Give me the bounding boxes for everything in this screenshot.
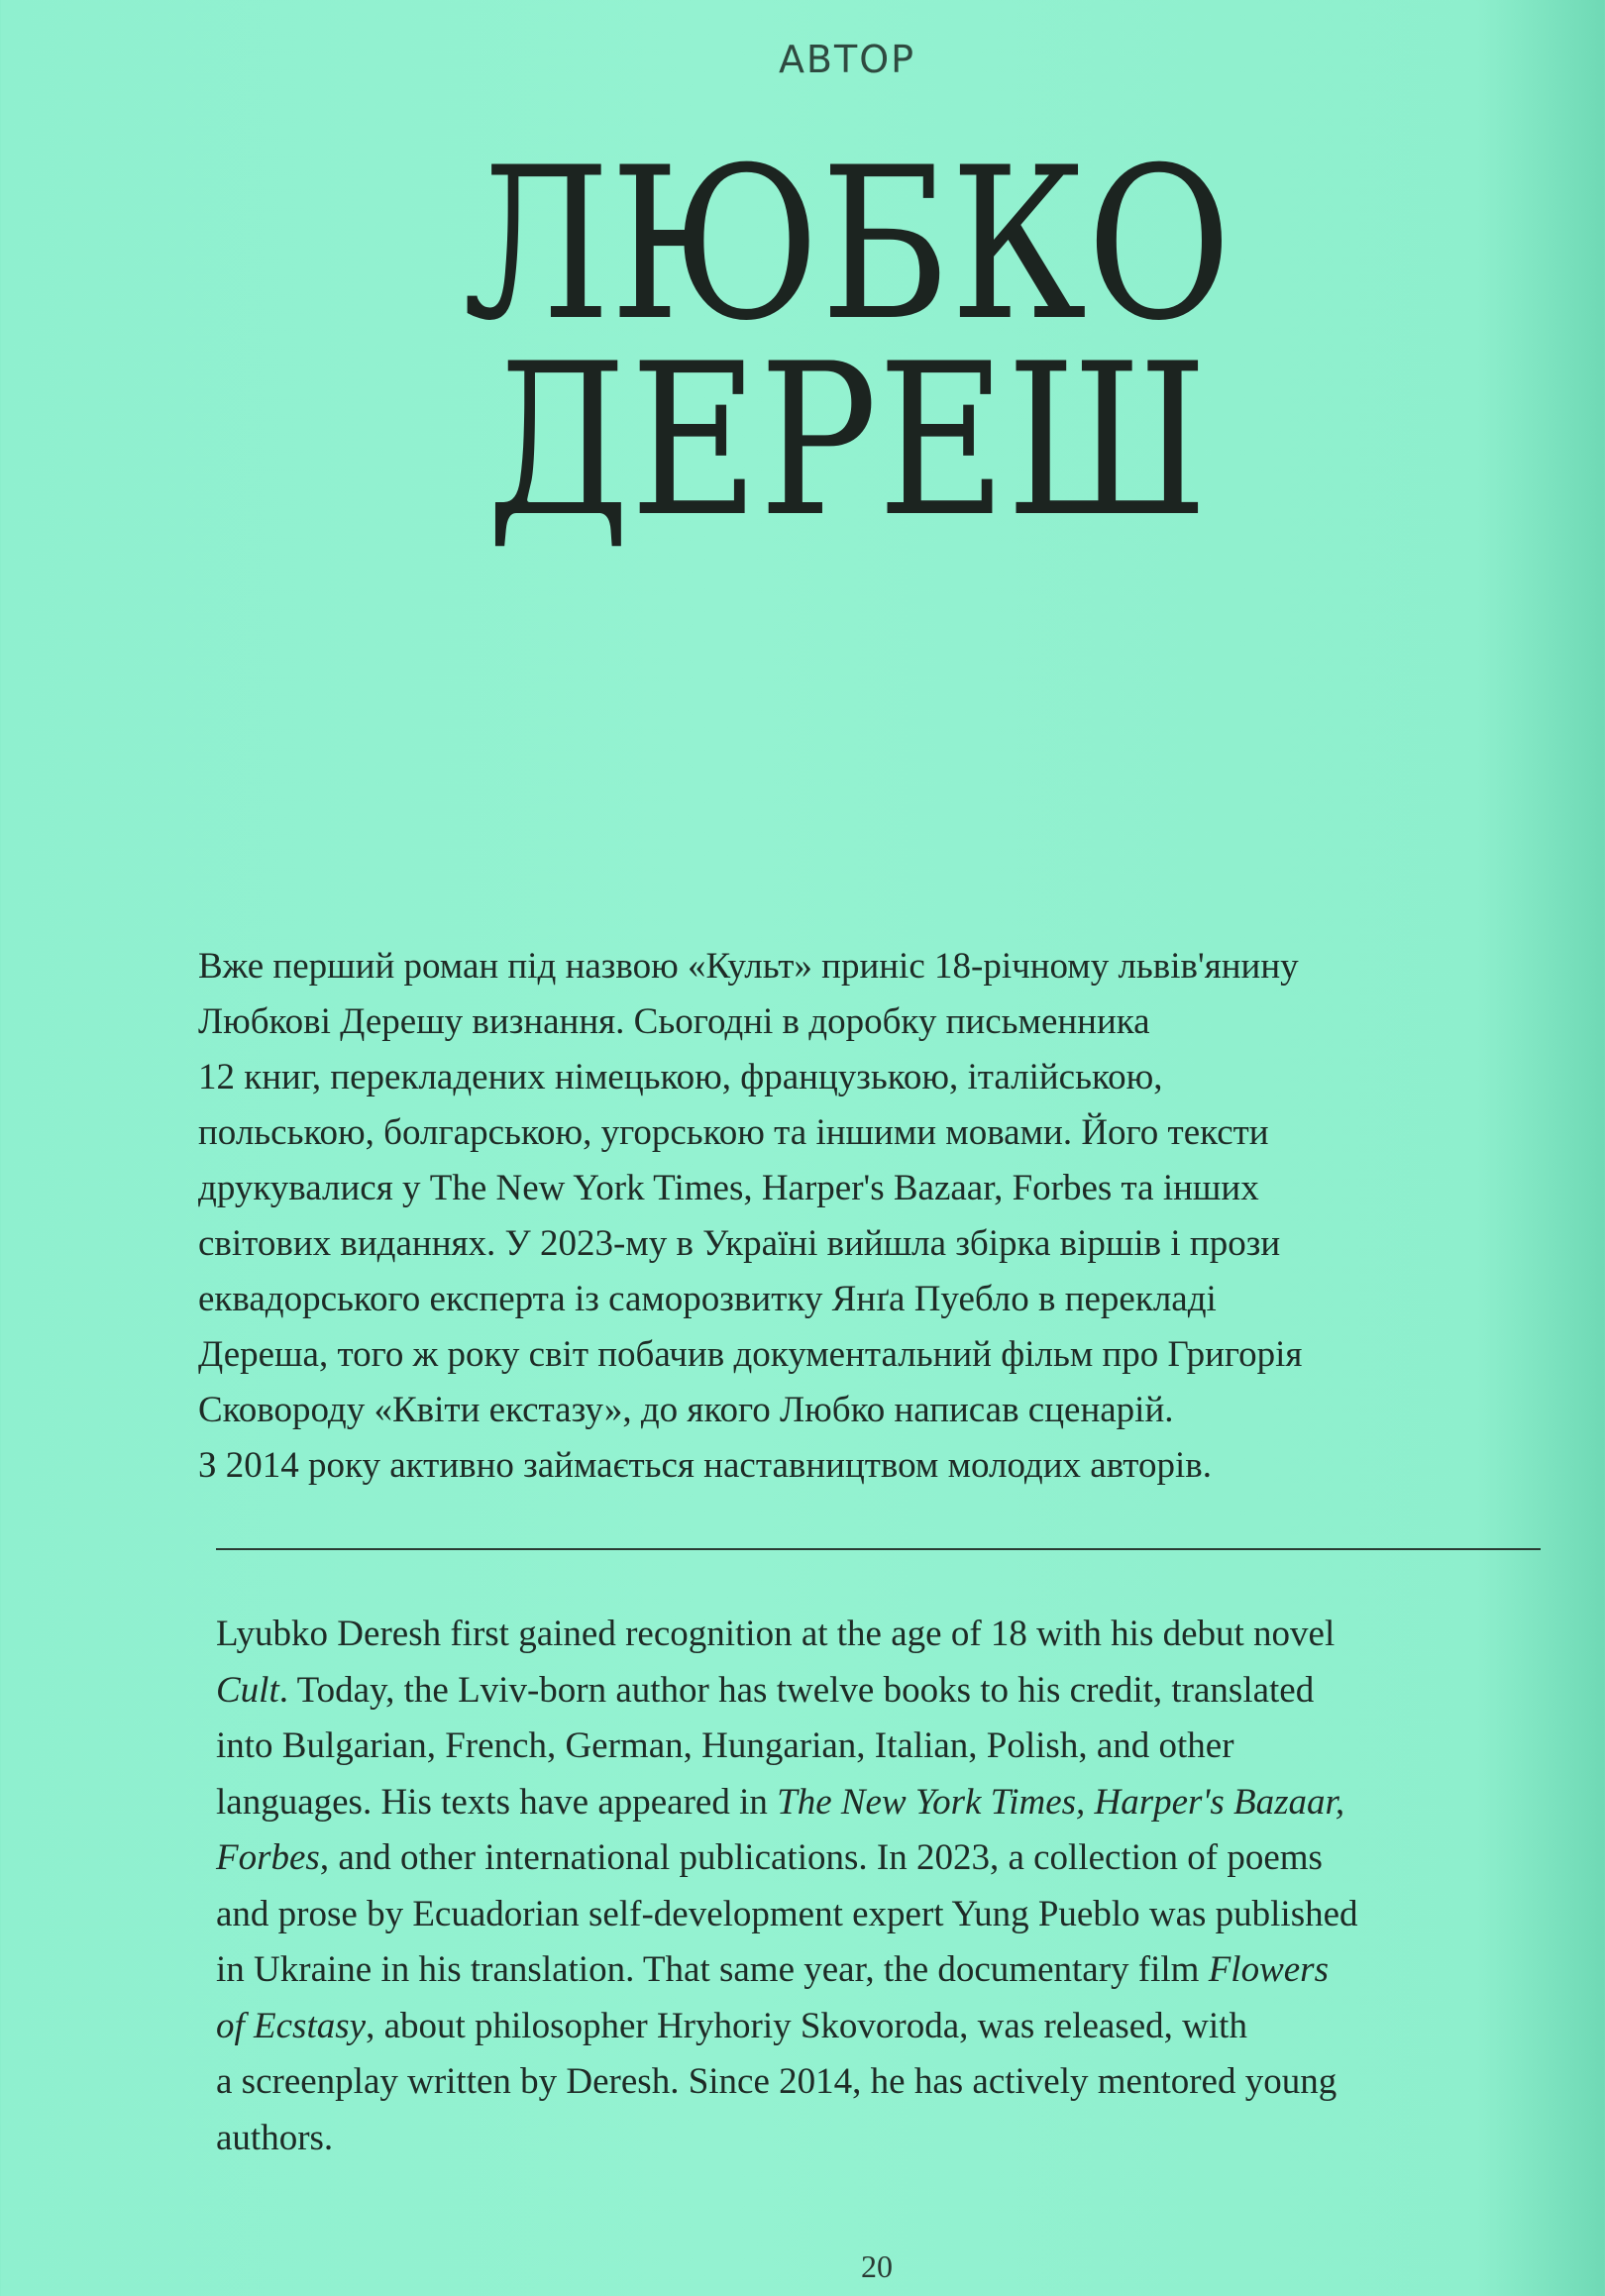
film-title-end: of Ecstasy bbox=[216, 2005, 367, 2046]
bio-en-text: into Bulgarian, French, German, Hungarian, Italian, Polish, and other bbox=[216, 1725, 1234, 1766]
author-name-title bbox=[136, 122, 1558, 563]
film-title-start: Flowers bbox=[1208, 1949, 1329, 1990]
bio-ua-line: Дереша, того ж року світ побачив документальний фільм про Григорія bbox=[198, 1334, 1303, 1375]
bio-en-line bbox=[216, 1887, 1553, 1943]
bio-en-text: and prose by Ecuadorian self-development expert Yung Pueblo was published bbox=[216, 1893, 1358, 1934]
bio-ua-line: Сковороду «Квіти екстазу», до якого Любко написав сценарій. bbox=[198, 1390, 1174, 1430]
bio-en-text: in Ukraine in his translation. That same year, the documentary film bbox=[216, 1949, 1209, 1990]
bio-ua-line: друкувалися у The New York Times, Harper's Bazaar, Forbes та інших bbox=[198, 1168, 1259, 1208]
bio-en-line bbox=[216, 1719, 1553, 1775]
bio-en-text: authors. bbox=[216, 2117, 334, 2158]
bio-en-text: Lyubko Deresh first gained recognition at the age of 18 with his debut novel bbox=[216, 1614, 1336, 1654]
bio-en-line bbox=[216, 1663, 1553, 1720]
bio-en-line bbox=[216, 1607, 1553, 1663]
section-label: АВТОР bbox=[778, 38, 916, 81]
bio-en-text: . Today, the Lviv-born author has twelve books to his credit, translated bbox=[278, 1669, 1315, 1711]
publication-forbes: Forbes bbox=[216, 1837, 320, 1878]
bio-en-line bbox=[216, 2054, 1553, 2111]
publication-names: The New York Times, Harper's Bazaar, bbox=[777, 1781, 1345, 1823]
bio-en-text: , and other international publications. In 2023, a collection of poems bbox=[319, 1837, 1323, 1878]
bio-en-line bbox=[216, 1830, 1553, 1887]
bio-en-text: a screenplay written by Deresh. Since 2014, he has actively mentored young bbox=[216, 2061, 1338, 2102]
page-number: 20 bbox=[861, 2248, 893, 2284]
bio-ua-line: 12 книг, перекладених німецькою, французькою, італійською, bbox=[198, 1057, 1163, 1097]
bio-en-line bbox=[216, 1942, 1553, 1999]
bio-english bbox=[216, 1607, 1553, 2166]
bio-ua-line: світових виданнях. У 2023-му в Україні вийшла збірка віршів і прози bbox=[198, 1223, 1281, 1264]
bio-ua-line: З 2014 року активно займається наставництвом молодих авторів. bbox=[198, 1445, 1212, 1486]
title-last-name: ДЕРЕШ bbox=[486, 318, 1208, 563]
title-first-name: ЛЮБКО bbox=[463, 122, 1231, 366]
bio-ua-line: Вже перший роман під назвою «Культ» приніс 18-річному львів'янину bbox=[198, 946, 1299, 987]
bio-en-line bbox=[216, 2111, 1553, 2167]
bio-ua-line: Любкові Дерешу визнання. Сьогодні в доробку письменника bbox=[198, 1001, 1150, 1042]
bio-ua-line: польською, болгарською, угорською та іншими мовами. Його тексти bbox=[198, 1112, 1269, 1153]
bio-en-line bbox=[216, 1775, 1553, 1831]
bio-en-line bbox=[216, 1999, 1553, 2055]
novel-title-cult: Cult bbox=[216, 1669, 279, 1711]
section-divider bbox=[216, 1548, 1541, 1550]
bio-en-text: , about philosopher Hryhoriy Skovoroda, was released, with bbox=[366, 2005, 1247, 2046]
bio-ukrainian bbox=[198, 939, 1516, 1494]
bio-ua-line: еквадорського експерта із саморозвитку Янґа Пуебло в перекладі bbox=[198, 1279, 1217, 1319]
bio-en-text: languages. His texts have appeared in bbox=[216, 1781, 778, 1823]
